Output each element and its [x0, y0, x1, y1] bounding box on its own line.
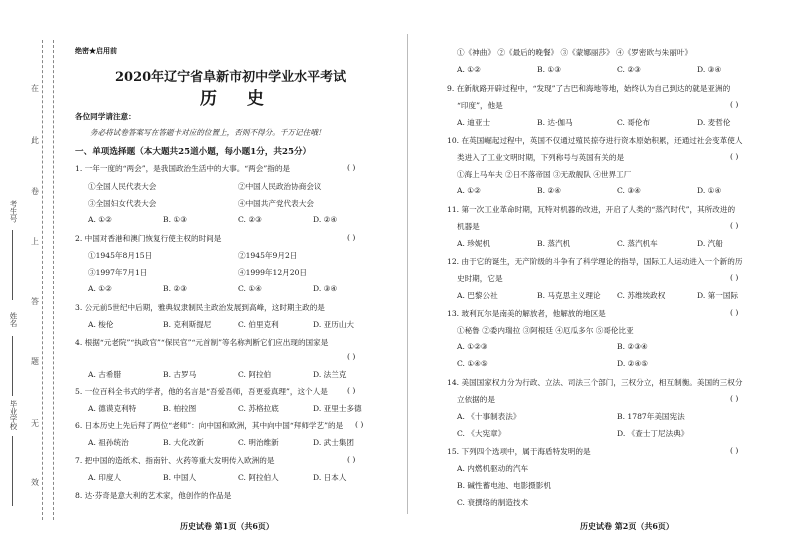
option: B. ②③ — [163, 284, 188, 293]
option: C. ①④⑤ — [457, 359, 488, 368]
option: C. 苏维埃政权 — [617, 291, 666, 300]
option: ③全国妇女代表大会 — [88, 199, 157, 208]
candidate-number-label: 考生号 — [9, 200, 18, 223]
seal-char: 答 — [31, 297, 39, 306]
option: B. 克利斯提尼 — [163, 320, 212, 329]
option: D. ①④ — [697, 186, 722, 195]
option: D. ②④ — [313, 215, 338, 224]
name-label: 姓名 — [9, 312, 18, 327]
option: ③1997年7月1日 — [88, 268, 148, 277]
option: A. 德谟克利特 — [88, 404, 137, 413]
option: C. ①④ — [238, 284, 262, 293]
option: D. 法兰克 — [313, 370, 347, 379]
option: C. ②③ — [238, 215, 262, 224]
school-line — [12, 436, 13, 506]
option: A. 印度人 — [88, 473, 122, 482]
question-13: 13. 玻利瓦尔是南美的解放者，他解放的地区是 — [447, 309, 606, 318]
seal-char: 无 — [31, 419, 39, 428]
answer-parentheses: ( ) — [347, 352, 356, 361]
question-11: 11. 第一次工业革命时期，瓦特对机器的改进，开启了人类的“蒸汽时代”，其所改进的 — [447, 205, 736, 214]
option: C. 伯里克利 — [238, 320, 279, 329]
exam-title: 2020年辽宁省阜新市初中学业水平考试 — [115, 70, 347, 85]
question-13-items: ①秘鲁 ②委内瑞拉 ③阿根廷 ④厄瓜多尔 ⑤哥伦比亚 — [457, 326, 634, 335]
option: A. ①② — [457, 65, 481, 74]
option: A. 古希腊 — [88, 370, 122, 379]
notice-heading: 各位同学请注意： — [75, 112, 136, 121]
option: A. 祖孙统治 — [88, 438, 129, 447]
seal-char: 在 — [31, 84, 39, 93]
candidate-number-line — [12, 230, 13, 300]
option: C. ③④ — [617, 186, 641, 195]
option: C. 哥伦布 — [617, 118, 651, 127]
answer-parentheses: ( ) — [730, 100, 739, 109]
option: D. ③④ — [697, 65, 722, 74]
option: D. 亚历山大 — [313, 320, 355, 329]
option: A. 巴黎公社 — [457, 291, 498, 300]
question-12: 12. 由于它的诞生，无产阶级的斗争有了科学理论的指导，国际工人运动进入一个新的历 — [447, 257, 743, 266]
option: B. 中国人 — [163, 473, 197, 482]
section-heading: 一、单项选择题（本大题共25道小题，每小题1分，共25分） — [75, 147, 312, 157]
option: A. ①② — [457, 186, 481, 195]
question-1: 1. 一年一度的“两会”，是我国政治生活中的大事。“两会”指的是 — [75, 164, 291, 173]
question-8: 8. 达·芬奇是意大利的艺术家，他创作的作品是 — [75, 491, 232, 500]
option: A. 内燃机驱动的汽车 — [457, 464, 529, 473]
option: C. 苏格拉底 — [238, 404, 279, 413]
notice-body: 务必将试卷答案写在答题卡对应的位置上，否则不得分。千万记住哦！ — [90, 128, 326, 137]
secret-mark: 绝密★启用前 — [75, 46, 117, 55]
option: C. 蒸汽机车 — [617, 239, 658, 248]
answer-parentheses: ( ) — [347, 455, 356, 464]
answer-parentheses: ( ) — [730, 446, 739, 455]
page-footer: 历史试卷 第2页（共6页） — [580, 521, 674, 531]
option: ④1999年12月20日 — [238, 268, 308, 277]
option: ②中国人民政治协商会议 — [238, 182, 322, 191]
question-15: 15. 下列四个选项中，属于海盾特发明的是 — [447, 447, 591, 456]
option: A. 《十事制表法》 — [457, 412, 521, 421]
option: B. 柏拉图 — [163, 404, 197, 413]
seal-char: 卷 — [31, 187, 39, 196]
option: B. 1787年美国宪法 — [617, 412, 685, 421]
answer-parentheses: ( ) — [347, 233, 356, 242]
option: ①全国人民代表大会 — [88, 182, 157, 191]
option: B. 蒸汽机 — [537, 239, 571, 248]
option: D. 汽船 — [697, 239, 723, 248]
question-10-cont: 类进入了工业文明时期，下列称号与英国有关的是 — [457, 153, 625, 162]
question-9-cont: “印度”，他是 — [457, 101, 503, 110]
option: A. 梭伦 — [88, 320, 114, 329]
answer-parentheses: ( ) — [730, 221, 739, 230]
seal-char: 上 — [31, 237, 39, 246]
option: A. ①② — [88, 284, 112, 293]
option: B. ②④ — [537, 186, 562, 195]
option: A. 珍妮机 — [457, 239, 491, 248]
question-8-items: ①《神曲》 ②《最后的晚餐》 ③《蒙娜丽莎》 ④《罗密欧与朱丽叶》 — [457, 48, 693, 57]
option: D. 《查士丁尼法典》 — [617, 429, 689, 438]
school-label: 毕业学校 — [9, 400, 18, 430]
option: B. ①③ — [537, 65, 562, 74]
question-10-items: ①海上马车夫 ②日不落帝国 ③无敌舰队 ④世界工厂 — [457, 170, 632, 179]
option: ④中国共产党代表大会 — [238, 199, 314, 208]
question-11-cont: 机器是 — [457, 222, 480, 231]
binding-dash-line-inner — [53, 40, 54, 520]
option: B. 达·伽马 — [537, 118, 573, 127]
question-4: 4. 根据“元老院”“执政官”“保民官”“元首制”等名称判断它们应出现的国家是 — [75, 338, 329, 347]
question-10: 10. 在英国崛起过程中，英国不仅通过殖民掠夺进行资本原始积累，还通过社会变革使人 — [447, 136, 743, 145]
seal-char: 题 — [31, 357, 39, 366]
option: ②1945年9月2日 — [238, 251, 298, 260]
option: B. ②③④ — [617, 342, 648, 351]
option: C. 《大宪章》 — [457, 429, 506, 438]
option: C. 衰撰络的制造技术 — [457, 498, 529, 507]
seal-char: 效 — [31, 478, 39, 487]
option: B. 马克思主义理论 — [537, 291, 601, 300]
question-9: 9. 在新航路开辟过程中，“发现”了古巴和海地等地，始终认为自己到达的就是亚洲的 — [447, 84, 731, 93]
answer-parentheses: ( ) — [730, 308, 739, 317]
question-12-cont: 史时期，它是 — [457, 274, 503, 283]
question-14-cont: 立依据的是 — [457, 395, 495, 404]
answer-parentheses: ( ) — [347, 386, 356, 395]
question-2: 2. 中国对香港和澳门恢复行使主权的时间是 — [75, 234, 222, 243]
option: B. 碱性蓄电池、电影摄影机 — [457, 481, 551, 490]
option: B. 古罗马 — [163, 370, 197, 379]
question-3: 3. 公元前5世纪中后期，雅典奴隶制民主政治发展到高峰，这时期主政的是 — [75, 303, 325, 312]
option: ①1945年8月15日 — [88, 251, 153, 260]
answer-parentheses: ( ) — [355, 420, 364, 429]
option: C. 明治维新 — [238, 438, 279, 447]
option: D. 亚里士多德 — [313, 404, 362, 413]
answer-parentheses: ( ) — [730, 273, 739, 282]
option: A. ①②③ — [457, 342, 488, 351]
option: D. 日本人 — [313, 473, 347, 482]
option: D. ②④⑤ — [617, 359, 649, 368]
option: D. ③④ — [313, 284, 338, 293]
page-divider — [407, 34, 408, 514]
option: A. 迪亚士 — [457, 118, 491, 127]
question-7: 7. 把中国的造纸术、指南针、火药等重大发明传入欧洲的是 — [75, 456, 275, 465]
option: A. ①② — [88, 215, 112, 224]
name-line — [12, 336, 13, 396]
binding-dash-line-outer — [42, 40, 43, 520]
option: D. 武士集团 — [313, 438, 355, 447]
option: B. ①③ — [163, 215, 188, 224]
question-6: 6. 日本历史上先后拜了两位“老师”：向中国和欧洲，其中向中国“拜师学艺”的是 — [75, 421, 344, 430]
question-14: 14. 美国国家权力分为行政、立法、司法三个部门，三权分立，相互制衡。美国的三权分 — [447, 378, 743, 387]
question-5: 5. 一位百科全书式的学者，他的名言是“吾爱吾师，吾更爱真理”，这个人是 — [75, 387, 328, 396]
answer-parentheses: ( ) — [730, 394, 739, 403]
seal-char: 此 — [31, 136, 39, 145]
subject-title: 历 史 — [200, 89, 276, 109]
option: B. 大化改新 — [163, 438, 204, 447]
answer-parentheses: ( ) — [347, 163, 356, 172]
answer-parentheses: ( ) — [730, 152, 739, 161]
page-footer: 历史试卷 第1页（共6页） — [180, 521, 274, 531]
option: C. 阿拉伯人 — [238, 473, 279, 482]
option: C. ②③ — [617, 65, 641, 74]
option: D. 第一国际 — [697, 291, 739, 300]
option: C. 阿拉伯 — [238, 370, 272, 379]
option: D. 麦哲伦 — [697, 118, 731, 127]
